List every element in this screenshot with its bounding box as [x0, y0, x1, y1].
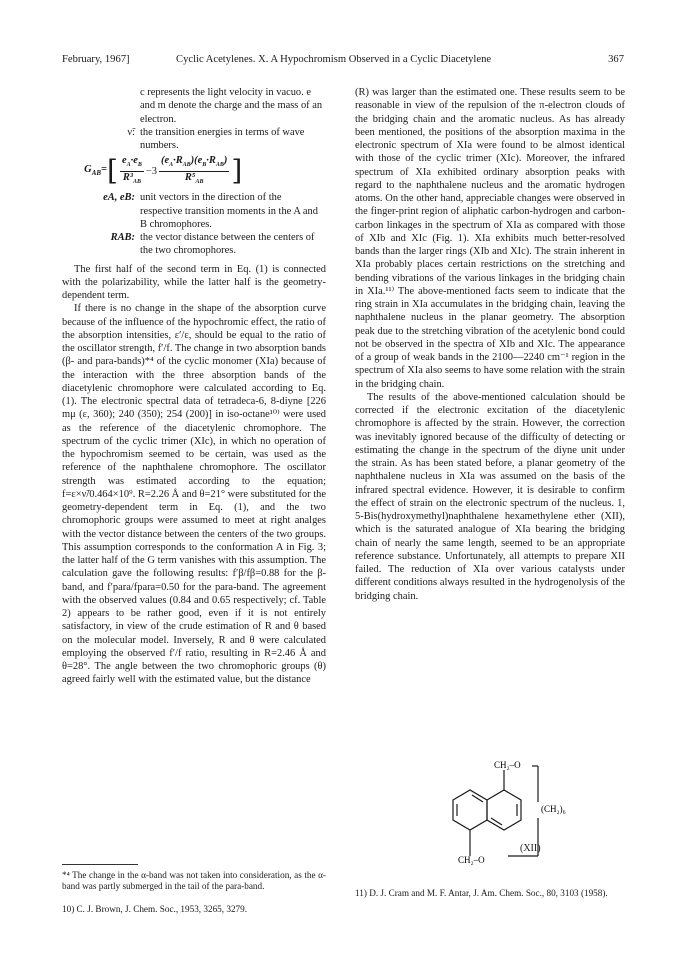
naphthalene-ring-right [487, 790, 521, 830]
definition-term [62, 86, 140, 126]
definition-light-velocity [62, 86, 326, 126]
definition-text: the vector distance between the centers of the two chromophores. [140, 232, 315, 257]
definition-term: RAB: [110, 232, 135, 243]
definition-text: unit vectors in the direction of the respective transition moments in the A and B chromophores. [140, 192, 318, 230]
right-column [355, 86, 625, 603]
equation-term-1: $\frac{e_A\cdot e_B}{R^3_{AB}}$ [121, 154, 142, 185]
running-header [62, 54, 624, 70]
running-title: Cyclic Acetylenes. X. A Hypochromism Observed in a Cyclic Diacetylene [176, 54, 492, 65]
definition-text: the transition energies in terms of wave numbers. [140, 126, 305, 151]
definition-term: eA, eB: [103, 192, 135, 204]
equation-term-2: $\frac{(e_A\cdot R_{AB})(e_B\cdot R_{AB})}{R^5_{AB}}$ [160, 154, 228, 185]
body-paragraph: The first half of the second term in Eq. (1) is connected with the polarizability, while the latter half is the geometry-dependent term. [62, 263, 326, 301]
body-paragraph: The results of the above-mentioned calculation should be corrected if the electronic excitation of the diacetylenic chromophore is affected by the strain. However, the correction was inevitably ignored because of the difficulty of detecting or estimating the change in the spectrum of the diyne unit under the strain. As has been stated before, a planar geometry of the naphthalene nucleus in XIa was assumed on the basis of the infrared spectral evidence. However, it is desirable to confirm the effect of strain on the electronic spectrum of the nucleus. 1, 5-Bis(hydroxymethyl)naphthalene hexamethylene ether (XII), which is the saturated analogue of XIa bearing the bridging chain of nearly the same length, seemed to be an appropriate reference substance. Unfortunately, all attempts to prepare XII failed. The reduction of XIa over various catalysts under different conditions always resulted in the hydrogenolysis of the bridging chain. [355, 391, 625, 602]
definition-text: c represents the light velocity in vacuo. e and m denote the charge and the mass of an electron. [140, 87, 323, 125]
body-paragraph: (R) was larger than the estimated one. These results seem to be reasonable in view of the repulsion of the π-electron clouds of the bridging chain and the aromatic nucleus. As has already been mentioned, the positions of the absorption maxima in the electronic spectrum of XIa were found to be almost identical with those of the cyclic trimer (XIc). Moreover, the infrared spectrum of XIa exhibited ordinary absorption peaks with regard to the naphthalene nucleus and the aromatic hydrogen atoms. On the other hand, appreciable changes were observed in the finger-print region of aliphatic carbon-hydrogen and carbon-carbon linkages in the spectrum of XIa as compared with those of XIb and XIc (Fig. 1). XIa exhibits much better-resolved bands than the larger rings (XIb and XIc). The strain inherent in XIa probably places certain restrictions on the stretching and bending vibrations of the various linkages in the bridging chain in XIa.¹¹⁾ The above-mentioned facts seem to indicate that the ring strain in XIa accumulates in the bridging chain, leaving the naphthalene nucleus in the planar geometry. The absorption peak due to the stretching vibration of the acetylenic bond could not be observed in the spectra of XIb and XIc. The appearance of a group of weak bands in the 2100—2240 cm⁻¹ region in the spectrum of XIa also seems to have some relation with the strain in the bridging chain. [355, 87, 625, 390]
definition-unit-vectors [62, 191, 326, 231]
naphthalene-ring-left [453, 790, 487, 830]
left-bracket: [ [107, 154, 118, 188]
equation-minus: −3 [145, 165, 157, 177]
naphthalene-ether-structure [420, 752, 630, 872]
bottom-ch2o-group: CH₂–O [458, 855, 485, 865]
left-column [62, 86, 326, 687]
compound-label: (XII) [520, 843, 541, 854]
definition-term: ν̃: [127, 126, 135, 138]
footnote-divider [62, 864, 138, 865]
definition-vector-distance [62, 231, 326, 258]
top-ch2o-group: CH₂–O [494, 760, 521, 770]
definition-transition-energies [62, 126, 326, 153]
equation-g-ab [62, 154, 326, 188]
body-paragraph: If there is no change in the shape of the absorption curve because of the influence of the hypochromic effect, the ratio of the absorption intensities, ε′/ε, should be equal to the ratio of the oscillator strength, f′/f. The change in two absorption bands (β- and para-bands)*⁴ of the cyclic monomer (XIa) because of the interaction with the three absorption bands of the diacetylenic chromophore were calculated according to Eq. (1). The electronic spectral data of tetradeca-6, 8-diyne [226 mμ (ε, 360); 240 (350); 254 (200)] in iso-octane¹⁰⁾ were used as the reference of the diacetylenic chromophore. The spectrum of the cyclic trimer (XIc), in which no operation of the hypochromism seemed to be certain, was used as the reference of the naphthalene chromophore. The oscillator strength was estimated according to the equation; f=ε×ν̃/0.464×10⁹. R=2.26 Å and θ=21° were substituted for the geometry-dependent term in Eq. (1), and the two chromophoric groups were assumed to meet at right analges with the vector distance between the centers of the two groups. This assumption corresponds to the conformation A in Fig. 3; the latter half of the G term vanishes with this assumption. The calculation gave the following results: f′β/fβ=0.88 for the β-band, and f′para/fpara=0.50 for the para-band. The agreement with the observed values (0.84 and 0.65 respectively; cf. Table 2) appears to be rather good, even if it is not entirely satisfactory, in view of the crude estimation of R and θ based on the molecular model. Inversely, R and θ were calculated employing the observed f′/f ratio, resulting in R=2.46 Å and θ=28°. The angle between the two chromophoric groups (θ) agreed fairly well with the estimated value, but the distance [62, 303, 326, 686]
right-bracket: ] [231, 154, 243, 188]
footnote-11: 11) D. J. Cram and M. F. Antar, J. Am. Chem. Soc., 80, 3103 (1958). [355, 888, 608, 898]
footnote-10: 10) C. J. Brown, J. Chem. Soc., 1953, 3265, 3279. [62, 904, 248, 914]
hexamethylene-chain: (CH₂)₆ [541, 804, 566, 814]
equation-lhs: $G_{AB}=$ [84, 163, 107, 177]
issue-date: February, 1967] [62, 54, 130, 65]
footnote-4: *⁴ The change in the α-band was not taken into consideration, as the α-band was partly submerged in the tail of the para-band. [62, 870, 326, 892]
page-number: 367 [608, 54, 624, 65]
